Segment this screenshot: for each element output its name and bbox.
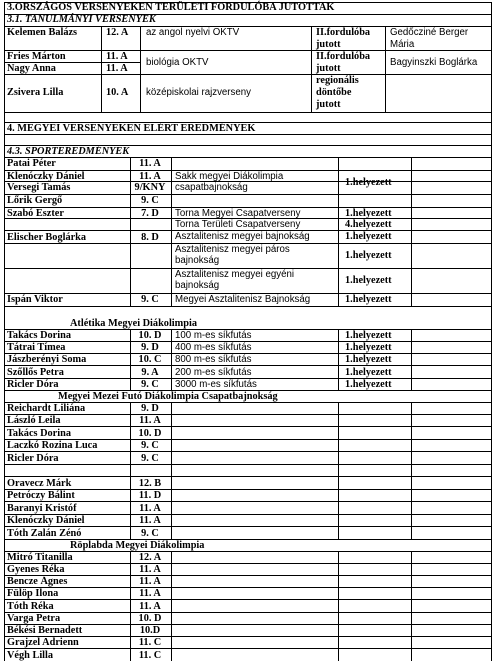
athlete-name: Jászberényi Soma [7,354,87,365]
competition-name: Torna Területi Csapatverseny [175,219,301,230]
class-label: 9. C [141,379,159,390]
rule-h [4,306,491,307]
teacher-name: Mária [390,39,415,50]
rule-h [4,612,491,613]
rule-h [4,526,491,527]
class-label: 12. A [138,552,162,563]
class-label: 9. C [141,440,159,451]
class-label: 11. A [106,51,128,62]
class-label: 11. A [139,601,161,612]
rule-v [411,402,412,539]
rule-h [4,501,491,502]
class-label: 9/KNY [134,182,166,193]
rule-h [4,648,491,649]
class-label: 9. C [141,453,159,464]
athlete-name: Klenóczky Dániel [7,515,85,526]
competition-name: bajnokság [175,255,220,266]
rule-h [4,451,491,452]
result-text: II.fordulóba [316,27,371,38]
competition-name: 3000 m-es síkfutás [175,379,257,390]
class-label: 11. C [138,637,162,648]
result-text: jutott [316,63,341,74]
student-name: Nagy Anna [7,63,56,74]
rule-h [4,414,491,415]
result-text: 1.helyezett [345,354,392,365]
rule-v [171,551,172,661]
rule-h [4,157,491,158]
result-text: 1.helyezett [345,177,392,188]
result-text: 1.helyezett [345,275,392,286]
result-text: 1.helyezett [345,208,392,219]
class-label: 10.D [139,625,161,636]
rule-h [4,464,491,465]
competition-name: az angol nyelvi OKTV [146,27,240,38]
class-label: 8. D [141,232,159,243]
rule-h [4,74,491,75]
teacher-name: Gedőcziné Berger [390,27,469,38]
competition-name: biológia OKTV [146,57,209,68]
athlete-name: Laczkó Rozina Luca [7,440,98,451]
rule-v [140,26,141,112]
result-text: II.fordulóba [316,51,371,62]
competition-name: Asztalitenisz megyei páros [175,244,290,255]
athlete-name: Ricler Dóra [7,379,59,390]
rule-v [338,329,339,390]
athlete-name: Ricler Dóra [7,453,59,464]
rule-v [130,551,131,661]
competition-name: Asztalitenisz megyei bajnokság [175,231,310,242]
class-label: 11. A [139,415,161,426]
result-text: 1.helyezett [345,342,392,353]
class-label: 11. D [138,490,162,501]
athlete-name: Takács Dorina [7,330,71,341]
athlete-name: Grajzel Adrienn [7,637,79,648]
result-text: 4.helyezett [345,219,392,230]
rule-h [4,365,491,366]
competition-name: csapatbajnokság [175,182,248,193]
rule-h [4,134,491,135]
event-heading: Megyei Mezei Futó Diákolimpia Csapatbajnokság [58,391,278,402]
rule-v [130,402,131,539]
rule-h [4,599,491,600]
competition-name: középiskolai rajzverseny [146,87,251,98]
result-text: 1.helyezett [345,231,392,242]
rule-v [491,2,492,661]
athlete-name: Mitró Titanilla [7,552,73,563]
class-label: 11. A [139,158,161,169]
class-label: 9. D [141,403,159,414]
class-label: 9. C [141,195,159,206]
athlete-name: Tóth Zalán Zénó [7,528,82,539]
class-label: 11. A [139,515,161,526]
competition-name: Sakk megyei Diákolimpia [175,171,284,182]
rule-v [171,402,172,539]
rule-h [4,112,491,113]
class-label: 12. B [138,478,162,489]
rule-h [4,575,491,576]
section-heading: 3.ORSZÁGOS VERSENYEKEN TERÜLETI FORDULÓBA JUTOTTAK [7,2,335,13]
athlete-name: Versegi Tamás [7,182,71,193]
athlete-name: Patai Péter [7,158,56,169]
class-label: 9. A [141,367,159,378]
teacher-name: Bagyinszki Boglárka [390,57,478,68]
class-label: 11. A [139,576,161,587]
athlete-name: Fülöp Ilona [7,588,59,599]
result-text: 1.helyezett [345,379,392,390]
rule-h [4,551,491,552]
rule-v [411,329,412,390]
class-label: 11. A [139,171,161,182]
result-text: 1.helyezett [345,330,392,341]
rule-v [411,157,412,306]
athlete-name: Reichardt Liliána [7,403,86,414]
competition-name: Asztalitenisz megyei egyéni [175,269,294,280]
class-label: 11. A [139,588,161,599]
class-label: 11. A [139,564,161,575]
athlete-name: Klenóczky Dániel [7,171,85,182]
athlete-name: Elischer Boglárka [7,232,87,243]
class-label: 10. A [106,87,129,98]
athlete-name: Szőllős Petra [7,367,64,378]
rule-v [130,329,131,390]
class-label: 11. A [139,503,161,514]
result-text: jutott [316,99,341,110]
competition-name: 200 m-es síkfutás [175,367,252,378]
result-text: döntőbe [316,87,352,98]
result-text: 1.helyezett [345,294,392,305]
rule-h [4,563,491,564]
competition-name: 800 m-es síkfutás [175,354,252,365]
competition-name: 400 m-es síkfutás [175,342,252,353]
athlete-name: Tátrai Tímea [7,342,66,353]
rule-h [4,476,491,477]
result-text: 1.helyezett [345,250,392,261]
student-name: Fries Márton [7,51,66,62]
subsection-heading: 4.3. SPORTEREDMÉNYEK [7,146,130,157]
class-label: 12. A [106,27,129,38]
rule-h [4,489,491,490]
rule-v [338,551,339,661]
rule-v [101,26,102,112]
athlete-name: Szabó Eszter [7,208,64,219]
rule-v [338,157,339,306]
athlete-name: Tóth Réka [7,601,54,612]
rule-v [130,157,131,306]
subsection-heading: 3.1. TANULMÁNYI VERSENYEK [7,14,156,25]
rule-h [4,587,491,588]
result-text: 1.helyezett [345,367,392,378]
athlete-name: Varga Petra [7,613,61,624]
athlete-name: Bencze Ágnes [7,576,68,587]
athlete-name: Takács Dorina [7,428,71,439]
event-heading: Röplabda Megyei Diákolimpia [70,540,205,551]
athlete-name: Oravecz Márk [7,478,72,489]
result-text: jutott [316,39,341,50]
class-label: 10. C [138,354,162,365]
competition-name: 100 m-es síkfutás [175,330,252,341]
class-label: 9. D [141,342,159,353]
result-text: regionális [316,75,359,86]
class-label: 10. D [138,613,162,624]
athlete-name: Petróczy Bálint [7,490,75,501]
athlete-name: Baranyi Kristóf [7,503,77,514]
class-label: 9. C [141,294,159,305]
class-label: 11. A [106,63,128,74]
rule-v [338,402,339,539]
athlete-name: Végh Lilla [7,650,54,661]
competition-name: bajnokság [175,280,220,291]
student-name: Kelemen Balázs [7,27,78,38]
class-label: 10. D [138,330,162,341]
competition-name: Torna Megyei Csapatverseny [175,208,301,219]
athlete-name: Ispán Viktor [7,294,63,305]
athlete-name: Lőrik Gergő [7,195,63,206]
student-name: Zsivera Lilla [7,87,64,98]
rule-h [4,426,491,427]
rule-h [4,50,491,51]
event-heading: Atlétika Megyei Diákolimpia [70,318,197,329]
rule-v [171,157,172,306]
athlete-name: Békési Bernadett [7,625,83,636]
class-label: 11. C [138,650,162,661]
class-label: 9. C [141,528,159,539]
section-heading: 4. MEGYEI VERSENYEKEN ELÉRT EREDMÉNYEK [7,123,256,134]
athlete-name: Gyenes Réka [7,564,65,575]
rule-v [311,26,312,112]
class-label: 10. D [138,428,162,439]
rule-v [411,551,412,661]
competition-name: Megyei Asztalitenisz Bajnokság [175,294,311,305]
class-label: 7. D [141,208,159,219]
rule-v [171,329,172,390]
rule-h [4,194,491,195]
rule-v [385,26,386,112]
athlete-name: László Leila [7,415,61,426]
